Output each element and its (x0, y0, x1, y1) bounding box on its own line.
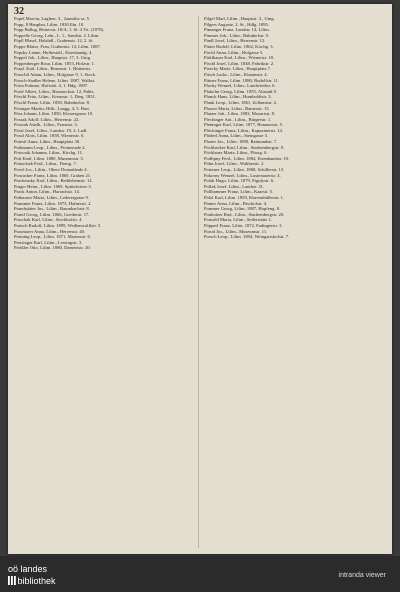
directory-entry: Prantl Georg, Lilim. 1866, Goethestr. 17. (14, 211, 90, 217)
directory-entry: Poppenberger Rosa, Lilim. 1853, Holzstr. 1. (14, 60, 96, 66)
right-column (204, 16, 386, 550)
directory-entry: Plöckinger Franz, Lilim., Kapuzinerstr. 14. (204, 127, 283, 133)
directory-entry: Prandstätter Jos., Lilim., Baumbachstr. 8. (14, 206, 90, 212)
directory-entry: Porta Fuhrme, Hofstätt. 4, 1. Hdg. 1897. (14, 83, 89, 89)
directory-entry: Popel Morcin, Laglner, 3., 2aumlitz ra. 5. (14, 16, 91, 21)
directory-entry: Porté Albert, Lilim., Bismarckstr. 12, Pahls. (14, 88, 95, 94)
directory-entry: Potuschak Ferd., Lilim., Domg. 7. (14, 161, 77, 167)
directory-entry: Pöchlauer Maria, Lilim., Pfarrg. 6. (204, 150, 268, 156)
directory-entry: Pothmann Leop., Lilim., Promenade 2. (14, 144, 86, 150)
directory-entry: Poppel Joh., Lilim., Hauptstr. 17, 3. Umg. (14, 55, 92, 61)
library-logo (8, 563, 60, 587)
directory-entry: Pleninger Karl, Lilim. 1877, Honauerstr. 5. (204, 122, 284, 128)
directory-entry: Plasser Maria, Lilim., Rainerstr. 15. (204, 105, 270, 111)
directory-entry: Polak Hugo, Lilim. 1879, Figulystr. 6. (204, 178, 275, 184)
directory-entry: Povel Jos., Lilim., Obere Donaulände 4. (14, 167, 88, 173)
directory-entry: Pösinger Martin, Hdlr., Langg. 4, 5. Bart. (14, 105, 90, 111)
directory-entry: Pollhammer Franz, Lilim., Kaarstr. 5. (204, 189, 274, 195)
directory-entry: Pisecky Marie, Lilim., Hauptplatz 7. (204, 66, 272, 72)
directory-entry: Prager Heinr., Lilim. 1869, Spittelwiese 3. (14, 183, 92, 189)
directory-entry: Prammer Franz, Lilim. 1873, Hafnerstr. 2. (14, 200, 92, 206)
directory-entry: Poppe Blaise, Frau, Grabenstr. 14, Lilim. 1887. (14, 43, 102, 49)
left-column (14, 16, 196, 550)
logo-line1: oö landes (8, 564, 48, 574)
directory-entry: Pöhn Josef, Lilim., Waltherstr. 2. (204, 161, 265, 167)
directory-entry: Pömer Anna, Lilim., Bischofstr. 4. (204, 200, 268, 206)
directory-entry: Porod Jos., Lilim., Museumstr. 11. (204, 228, 268, 234)
directory-entry: Plöderl Anna, Lilim., Steingasse 3. (204, 133, 269, 139)
directory-entry: Preining Leop., Lilim. 1871, Marienstr. 6. (14, 234, 91, 240)
directory-entry: Prähauser Maria, Lilim., Lederergasse 9. (14, 195, 89, 200)
directory-entry: Poppelle Georg, Lehr., L. 1., Sandstr. 2. Lilim. (14, 32, 100, 38)
directory-entry: Plakolm Georg, Lilim. 1855, Altstadt 9. (204, 88, 278, 94)
document-page (8, 4, 392, 554)
directory-entry: Praxmarer Anna, Lilim., Herrenstr. 40. (14, 228, 86, 234)
directory-entry: Pindl Josef, Lilim., Herrenstr. 12. (204, 38, 266, 44)
directory-entry: Potesil Anna, Lilim., Hauptplatz 30. (14, 139, 81, 145)
directory-entry: Plachy Wenzel, Lilim., Landwiedstr. 6. (204, 83, 276, 89)
directory-entry: Preisinger Karl, Lilim., Lessingstr. 3. (14, 239, 83, 245)
page-number: 32 (14, 6, 24, 17)
directory-entry: Pirchl Anna, Lilim., Hofgasse 5. (204, 49, 264, 55)
directory-entry: Ploner Jos., Lilim. 1890, Raimundstr. 7. (204, 139, 278, 145)
directory-entry: Pöpperl Franz, Lilim. 1872, Fadingerstr. 3. (204, 222, 283, 228)
directory-entry: Planck Hans, Lilim., Humboldtstr. 3. (204, 94, 272, 100)
directory-entry: Pölzl Karl, Lilim. 1859, Khevenhüllerstr. 1. (204, 195, 285, 200)
directory-entry: Pott Emil, Lilim. 1880, Museumstr. 5. (14, 155, 84, 161)
directory-entry: Porpl. Karl, Lilim., Brunnstr. 1. Hüttenstr. (14, 66, 92, 72)
directory-entry: Pitsch Ludw., Lilim., Klammstr. 4. (204, 71, 268, 77)
directory-entry: Porsch Leop., Lilim. 1894, Weingartshofstr. 7. (204, 234, 290, 240)
directory-entry: Praschak Karl, Lilim., Stockhofstr. 4. (14, 217, 83, 223)
directory-entry: Pimmer Joh., Lilim., Bahnhofstr. 9. (204, 32, 270, 38)
directory-entry: Potocnik Johanna, Lilim., Kirchg. 11. (14, 150, 84, 156)
directory-entry: Pöchhacker Karl, Lilim., Starhembergstr. 9. (204, 144, 285, 150)
directory-entry: Pittner Franz, Lilim. 1880, Rudolfstr. 11. (204, 77, 280, 83)
directory-entry: Plank Leop., Lilim. 1861, Zollamtstr. 2. (204, 99, 278, 105)
directory-entry: Pommer Georg, Lilim. 1887, Hopfeng. 8. (204, 206, 281, 212)
directory-entry: Pöschl Fritz, Lilim., Kreuzstr. 1, Dieg. 1851. (14, 94, 97, 100)
directory-entry: Pössl Josef, Lilim., Landstr. 19, 2. Ladl. (14, 127, 88, 133)
directory-entry: Pimanger Franz, Landstr. 14, Lilim. (204, 27, 270, 33)
directory-entry: Possak Adolf, Lilim., Herrenstr. 22. (14, 116, 80, 122)
directory-entry: Pinter Rudolf, Lilim. 1862, Kirchg. 3. (204, 43, 274, 49)
directory-entry: Poxrucker Franz, Lilim. 1860, Graben 21. (14, 172, 92, 178)
directory-entry: Popp, 8 Hauplan, Lilim. 1830 Ilin. 10. (14, 21, 85, 27)
directory-entry: Pratsch Rudolf, Lilim. 1899, Weißenwolffstr. 5. (14, 222, 102, 228)
directory-entry: Pöss Johann, Lilim. 1850, Klostergasse 10. (14, 111, 94, 117)
directory-entry: Porschil Adam, Lilim., Hofgasse 9, 1. Stock. (14, 71, 97, 77)
directory-entry: Pilgers Auguste, 2. St., Hdlg. 1895. (204, 21, 269, 27)
directory-entry: Pokorny Wenzel, Lilim., Lustenauerstr. 4. (204, 172, 281, 178)
directory-entry: Pöschl Franz, Lilim. 1850, Bahnhofstr. 8. (14, 99, 91, 105)
directory-entry: Popp Ballog, Birnerstr. 18/A, 1. St. 4 Tri. (1878). (14, 27, 105, 33)
directory-entry: Pilgel Marl, Lilim., Hauptstr. 3., Umg. (204, 16, 275, 21)
directory-entry: Ponholzer Rud., Lilim., Starhembergstr. 20. (204, 211, 285, 217)
logo-line2: bibliothek (17, 576, 56, 586)
directory-entry: Podlipny Ferd., Lilim. 1884, Eisenhandstr. 10. (204, 155, 290, 161)
viewer-label: intranda viewer (338, 572, 386, 579)
directory-entry: Preißler Otto, Lilim. 1880, Dametzstr. 20. (14, 245, 91, 251)
directory-entry: Prack Anton, Lilim., Harrachstr. 14. (14, 189, 80, 195)
directory-entry: Ponsold Maria, Lilim., Seilerstätte 2. (204, 217, 272, 223)
directory-entry: Possiak Adalb., Lilim., Franzstr. 3. (14, 122, 78, 128)
directory-entry: Pöpll Blasel, Holzhdl., Grabenstr. 12, 2. St. (14, 38, 94, 44)
directory-entry: Poszl Alois, Lilim. 1858, Wienerstr. 6. (14, 133, 85, 139)
directory-entry: Pollak Josef, Lilim., Landstr. 31. (204, 183, 265, 189)
directory-entry: Pointner Leop., Lilim. 1868, Schillerstr. 13. (204, 167, 285, 173)
directory-entry: Prachensky Karl, Lilim., Bethlehemstr. 12. (14, 178, 93, 184)
directory-entry: Pirklbauer Karl, Lilim., Wienerstr. 18. (204, 55, 275, 61)
directory-entry: Plechinger Ant., Lilim., Bürgerstr. 1. (204, 116, 272, 122)
directory-entry: Pischl Josef, Lilim. 1848, Fabrikstr. 2. (204, 60, 275, 66)
column-divider (198, 16, 199, 548)
directory-entry: Popsky Lieme, Hofbestall., Eisenhandg. 4. (14, 49, 93, 55)
directory-entry: Porsch-Stadler Helene, Lilim. 1887, Walkst. (14, 77, 96, 83)
directory-entry: Platzer Joh., Lilim. 1883, Mozartstr. 8. (204, 111, 276, 117)
